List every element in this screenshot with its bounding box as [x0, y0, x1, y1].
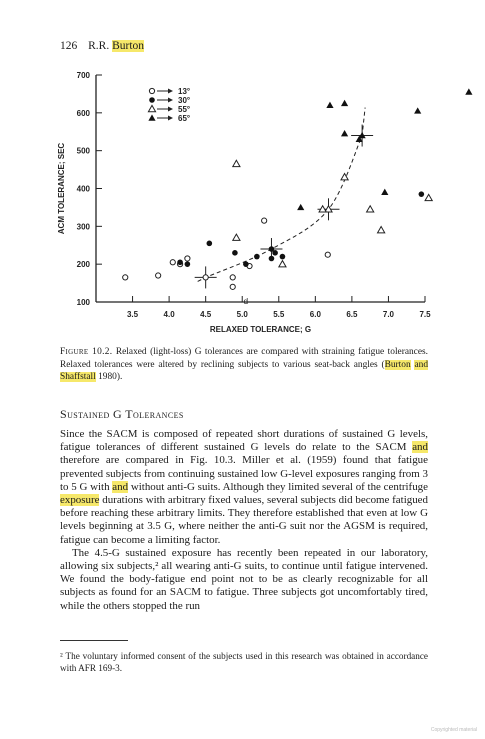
- y-axis-title: ACM TOLERANCE; SEC: [57, 142, 66, 235]
- data-point-series-2: [207, 241, 213, 247]
- caption-highlight-and: and: [414, 359, 429, 370]
- legend-arrow-head: [168, 89, 173, 94]
- x-tick-label: 7.5: [419, 310, 431, 319]
- caption-highlight-shaffstall: Shaffstall: [60, 372, 96, 383]
- data-point-series-3: [367, 206, 374, 212]
- paragraph-2: The 4.5-G sustained exposure has recently been repeated in our laboratory, allowing six subjects,² all wearing anti-G suits, to continue until fatigue intervened. We found the body-fatigue end point not to be as clearly recognizable for all subjects as found for an SACM to fatigue. Three subjects got uncomfortably tired, while the others stopped the run: [60, 546, 428, 612]
- caption-label: Figure 10.2.: [60, 347, 113, 357]
- data-point-series-1: [170, 260, 175, 265]
- data-point-series-2: [177, 259, 183, 265]
- y-tick-label: 400: [76, 184, 90, 194]
- paragraph-1: [60, 428, 428, 547]
- x-tick-label: 3.5: [126, 310, 139, 319]
- y-tick-label: 200: [76, 260, 90, 270]
- data-point-series-4: [381, 189, 388, 195]
- data-point-series-1: [325, 252, 330, 257]
- p1-text-b: therefore are compared in Fig. 10.3. Miller et al. (1959) found that fatigue prevented subjects from continuing sustained low G-level exposures ranging from 3 to 5 G with: [60, 454, 428, 493]
- chart-axes: [57, 71, 431, 334]
- p1-highlight-exposure: exposure: [60, 494, 100, 507]
- data-point-series-3: [378, 227, 385, 233]
- p1-text-c: without anti-G suits. Although they limited several of the centrifuge: [128, 480, 428, 493]
- x-tick-label: 6.0: [309, 310, 321, 319]
- scatter-chart: [0, 0, 485, 345]
- data-point-series-3: [279, 261, 286, 267]
- data-point-series-2: [254, 254, 260, 260]
- legend-label: 30°: [178, 96, 191, 105]
- y-tick-label: 300: [76, 222, 90, 232]
- data-point-series-1: [230, 275, 235, 280]
- data-point-series-4: [341, 100, 348, 106]
- data-point-series-1: [185, 256, 190, 261]
- author-highlight: Burton: [112, 40, 145, 52]
- x-tick-label: 5.5: [273, 310, 285, 319]
- mean-point: [203, 275, 208, 280]
- page-number: 126: [60, 40, 78, 52]
- data-point-series-1: [123, 275, 128, 280]
- data-point-series-3: [425, 194, 432, 200]
- x-tick-label: 4.0: [163, 310, 175, 319]
- data-point-series-2: [269, 256, 275, 262]
- y-tick-label: 500: [76, 146, 90, 156]
- chart-marks: [123, 88, 473, 289]
- axis-marker-glyph: d: [243, 297, 249, 306]
- data-point-series-2: [280, 254, 286, 260]
- data-point-series-4: [297, 204, 304, 210]
- y-tick-label: 100: [76, 298, 90, 307]
- x-tick-label: 7.0: [382, 310, 395, 319]
- legend-marker: [149, 88, 154, 93]
- figure-caption: [60, 346, 428, 384]
- body-text: [60, 428, 428, 613]
- legend-marker: [148, 105, 155, 111]
- legend-arrow-head: [168, 98, 173, 103]
- legend-marker: [148, 114, 155, 120]
- legend-label: 65°: [178, 114, 191, 123]
- data-point-series-2: [185, 261, 191, 267]
- data-point-series-2: [419, 191, 425, 197]
- data-point-series-4: [465, 88, 472, 94]
- legend-marker: [149, 97, 155, 103]
- x-tick-label: 6.5: [346, 310, 358, 319]
- y-tick-label: 700: [76, 71, 90, 80]
- watermark: Copyrighted material: [430, 727, 477, 733]
- data-point-series-2: [243, 261, 249, 267]
- y-tick-label: 600: [76, 108, 90, 118]
- data-point-series-3: [233, 234, 240, 240]
- x-tick-label: 4.5: [200, 310, 212, 319]
- data-point-series-4: [414, 107, 421, 113]
- data-point-series-4: [341, 130, 348, 136]
- footnote: ² The voluntary informed consent of the subjects used in this research was obtained in accordance with AFR 169-3.: [60, 651, 428, 673]
- chart-legend: [148, 87, 190, 123]
- author-name: R.R.: [88, 40, 113, 52]
- caption-highlight-burton: Burton: [384, 359, 411, 370]
- data-point-series-2: [272, 250, 278, 256]
- data-point-series-4: [326, 102, 333, 108]
- data-point-series-1: [156, 273, 161, 278]
- data-point-series-1: [230, 284, 235, 289]
- x-tick-label: 5.0: [236, 310, 248, 319]
- p1-highlight-and: and: [412, 441, 428, 454]
- legend-label: 55°: [178, 105, 191, 114]
- p1-text-d: durations with arbitrary fixed values, several subjects did become fatigued before reaching these arbitrary limits. They therefore established that even at low G levels beginning at 3.5 G, where neither the anti-G suit nor the AGSM is required, fatigue can become a limiting factor.: [60, 494, 428, 546]
- p1-highlight-and-2: and: [112, 480, 129, 493]
- section-title: Sustained G Tolerances: [60, 407, 184, 421]
- caption-text: Relaxed (light-loss) G tolerances are compared with straining fatigue tolerances. Relaxed tolerances were altered by reclining subjects to various seat-back angles (: [60, 347, 428, 370]
- footnote-rule: [60, 640, 128, 641]
- p1-text-a: Since the SACM is composed of repeated short durations of sustained G levels, fatigue tolerances of different sustained G levels do relate to the SACM: [60, 428, 428, 454]
- legend-arrow-head: [168, 107, 173, 112]
- legend-arrow-head: [168, 116, 173, 121]
- caption-end: 1980).: [95, 372, 123, 383]
- x-axis-title: RELAXED TOLERANCE; G: [209, 325, 312, 334]
- data-point-series-3: [233, 160, 240, 166]
- data-point-series-2: [232, 250, 238, 256]
- legend-label: 13°: [178, 87, 191, 96]
- data-point-series-1: [262, 218, 267, 223]
